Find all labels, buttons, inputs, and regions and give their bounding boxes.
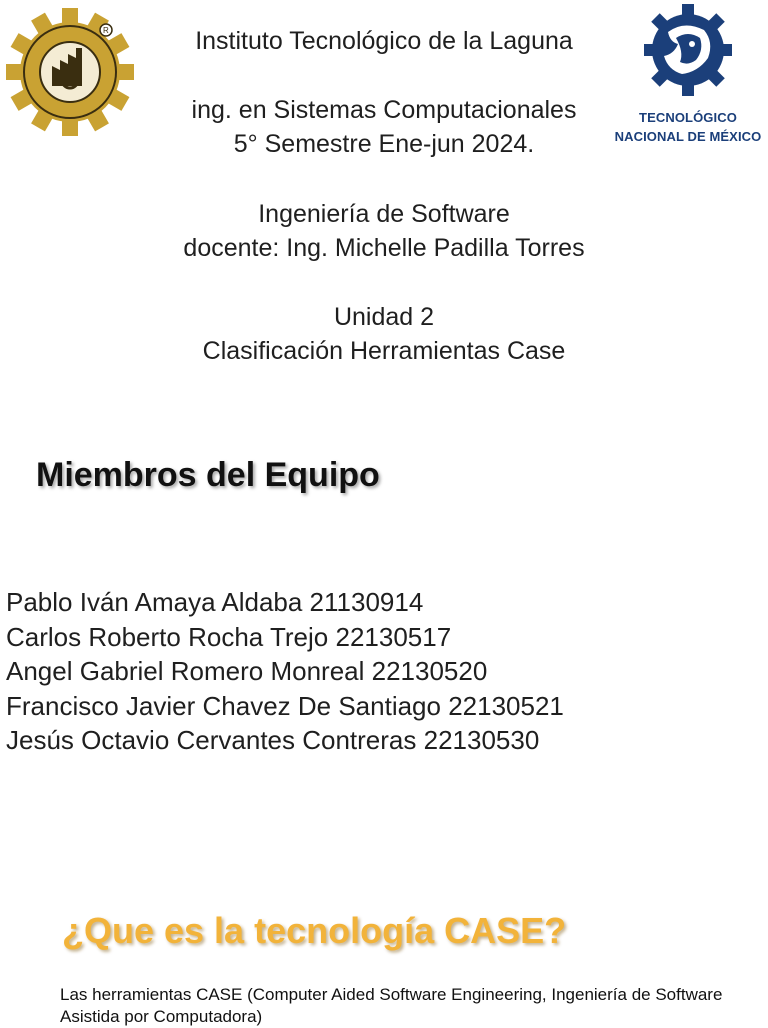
list-item: Pablo Iván Amaya Aldaba 21130914 bbox=[6, 587, 424, 617]
team-title: Miembros del Equipo bbox=[36, 456, 380, 494]
list-item: Carlos Roberto Rocha Trejo 22130517 bbox=[6, 621, 452, 652]
career-name: ing. en Sistemas Computacionales bbox=[191, 96, 577, 124]
subject-name: Ingeniería de Software bbox=[258, 200, 510, 228]
semester-text: 5° Semestre Ene-jun 2024. bbox=[233, 130, 535, 158]
gear-icon bbox=[4, 6, 136, 138]
tecnm-logo-line2: NACIONAL DE MÉXICO bbox=[614, 129, 762, 144]
list-item: Jesús Octavio Cervantes Contreras 22130530 bbox=[6, 725, 540, 755]
header-block-subject bbox=[140, 197, 628, 265]
topic-title: Clasificación Herramientas Case bbox=[202, 337, 566, 365]
list-item: Francisco Javier Chavez De Santiago 22130521 bbox=[6, 690, 564, 721]
case-section-text: Las herramientas CASE (Computer Aided Software Engineering, Ingeniería de Software Asistida por Computadora) bbox=[60, 985, 723, 1026]
tecnm-logo-line1: TECNOLÓGICO bbox=[639, 110, 737, 125]
institute-name: Instituto Tecnológico de la Laguna bbox=[195, 27, 573, 55]
header-block-unit bbox=[140, 300, 628, 368]
itl-gear-logo bbox=[4, 6, 136, 138]
svg-text:R: R bbox=[103, 26, 109, 35]
tecnm-logo bbox=[608, 0, 768, 150]
header-block-career bbox=[140, 93, 628, 161]
list-item: Angel Gabriel Romero Monreal 22130520 bbox=[6, 656, 488, 686]
member-list bbox=[6, 585, 564, 758]
header-block-institute bbox=[140, 24, 628, 58]
case-section-title: ¿Que es la tecnología CASE? bbox=[62, 910, 567, 951]
eagle-gear-icon bbox=[644, 0, 732, 104]
unit-label: Unidad 2 bbox=[333, 303, 435, 331]
teacher-name: docente: Ing. Michelle Padilla Torres bbox=[183, 234, 585, 262]
